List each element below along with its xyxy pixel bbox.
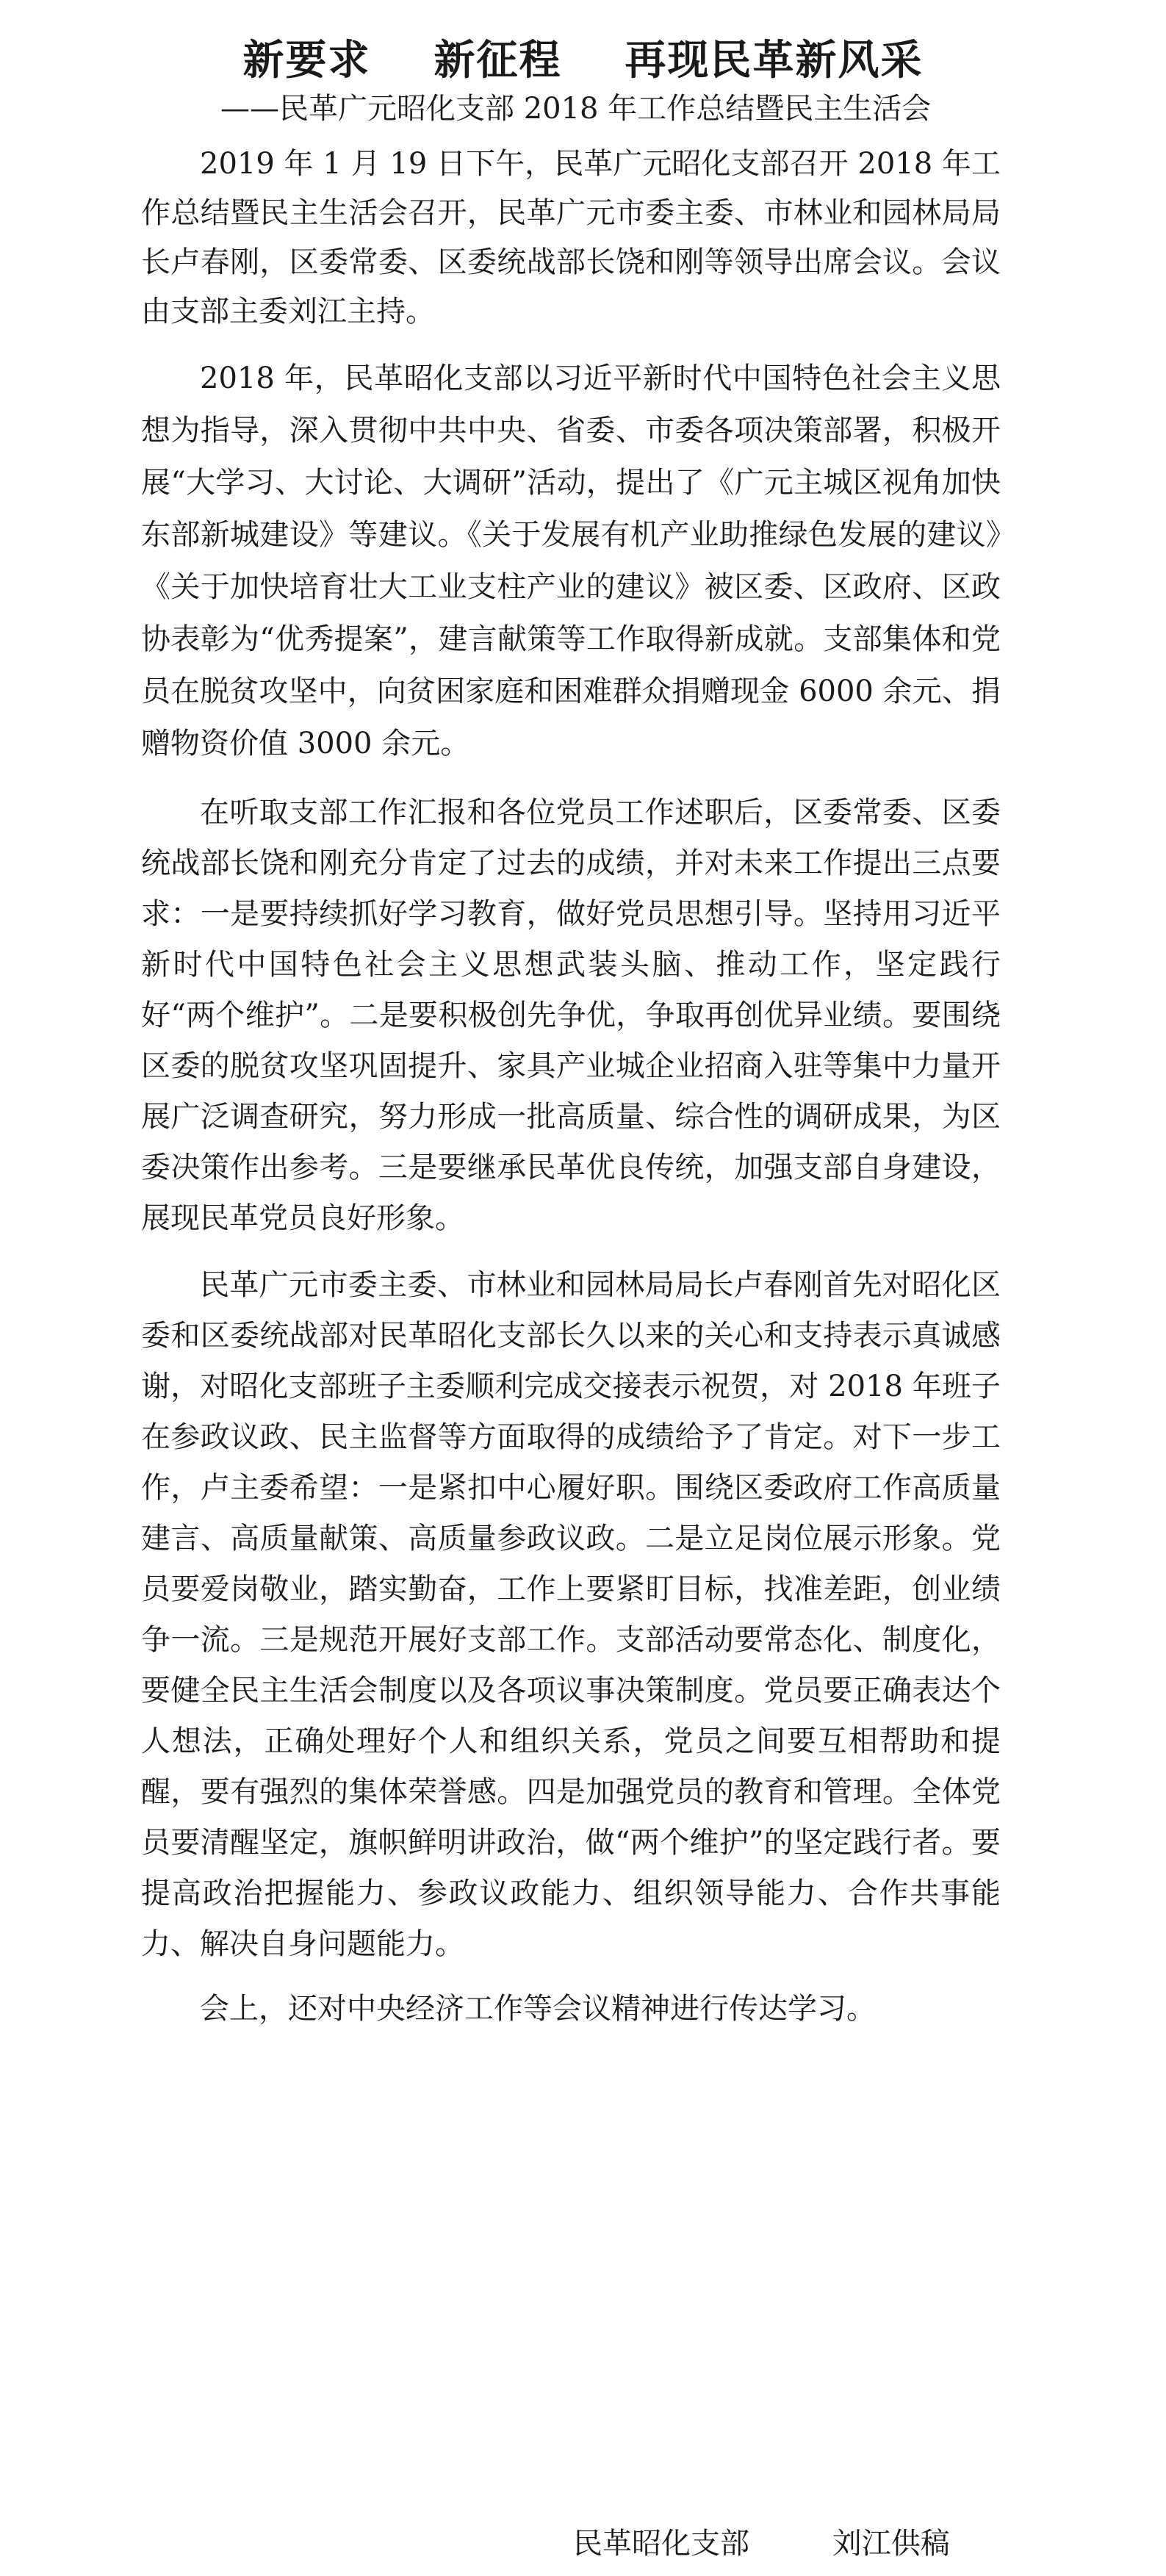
signature-author: 刘江供稿 (832, 2527, 950, 2561)
article-title: 新要求 新征程 再现民革新风采 (242, 35, 924, 84)
signature-organization: 民革昭化支部 (573, 2527, 749, 2561)
paragraph-meeting-intro: 2019 年 1 月 19 日下午，民革广元昭化支部召开 2018 年工作总结暨民主生活会召开，民革广元市委主委、市林业和园林局局长卢春刚，区委常委、区委统战部长饶和刚等领导出席会议。会议由支部主委刘江主持。 (141, 147, 1001, 328)
article-body (141, 140, 1001, 2048)
article-subtitle: ——民革广元昭化支部 2018 年工作总结暨民主生活会 (220, 92, 932, 126)
paragraph-city-committee-hopes: 民革广元市委主委、市林业和园林局局长卢春刚首先对昭化区委和区委统战部对民革昭化支部长久以来的关心和支持表示真诚感谢，对昭化支部班子主委顺利完成交接表示祝贺，对 2018 年班子在参政议政、民主监督等方面取得的成绩给予了肯定。对下一步工作，卢主委希望：一是紧扣中心履好职。围绕区委政府工作高质量建言、高质量献策、高质量参政议政。二是立足岗位展示形象。党员要爱岗敬业，踏实勤奋，工作上要紧盯目标，找准差距，创业绩争一流。三是规范开展好支部工作。支部活动要常态化、制度化，要健全民主生活会制度以及各项议事决策制度。党员要正确表达个人想法，正确处理好个人和组织关系，党员之间要互相帮助和提醒，要有强烈的集体荣誉感。四是加强党员的教育和管理。全体党员要清醒坚定，旗帜鲜明讲政治，做“两个维护”的坚定践行者。要提高政治把握能力、参政议政能力、组织领导能力、合作共事能力、解决自身问题能力。 (141, 1268, 1001, 1961)
paragraph-2018-work: 2018 年，民革昭化支部以习近平新时代中国特色社会主义思想为指导，深入贯彻中共中央、省委、市委各项决策部署，积极开展“大学习、大讨论、大调研”活动，提出了《广元主城区视角加快东部新城建设》等建议。《关于发展有机产业助推绿色发展的建议》《关于加快培育壮大工业支柱产业的建议》被区委、区政府、区政协表彰为“优秀提案”，建言献策等工作取得新成就。支部集体和党员在脱贫攻坚中，向贫困家庭和困难群众捐赠现金 6000 余元、捐赠物资价值 3000 余元。 (141, 361, 1001, 760)
article-signature (573, 2522, 950, 2566)
paragraph-district-requirements: 在听取支部工作汇报和各位党员工作述职后，区委常委、区委统战部长饶和刚充分肯定了过去的成绩，并对未来工作提出三点要求：一是要持续抓好学习教育，做好党员思想引导。坚持用习近平新时代中国特色社会主义思想武装头脑、推动工作，坚定践行好“两个维护”。二是要积极创先争优，争取再创优异业绩。要围绕区委的脱贫攻坚巩固提升、家具产业城企业招商入驻等集中力量开展广泛调查研究，努力形成一批高质量、综合性的调研成果，为区委决策作出参考。三是要继承民革优良传统，加强支部自身建设，展现民革党员良好形象。 (141, 796, 1001, 1235)
paragraph-closing: 会上，还对中央经济工作等会议精神进行传达学习。 (200, 1992, 876, 2026)
